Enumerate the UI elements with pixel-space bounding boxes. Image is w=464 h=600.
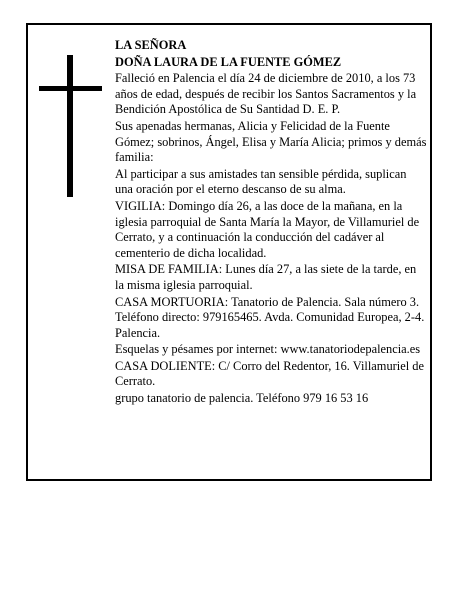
family-mass-details: MISA DE FAMILIA: Lunes día 27, a las siete de la tarde, en la misma iglesia parroquial.	[115, 262, 417, 292]
mortuary-details: CASA MORTUORIA: Tanatorio de Palencia. Sala número 3. Teléfono directo: 979165465. Avda. Comunidad Europea, 2-4. Palencia.	[115, 294, 425, 340]
cross-icon-horizontal	[39, 86, 102, 91]
cross-icon-vertical	[67, 55, 73, 197]
obituary-heading: LA SEÑORA	[115, 38, 187, 52]
obituary-frame	[26, 23, 432, 481]
obituary-content	[115, 38, 427, 408]
funeral-home-footer: grupo tanatorio de palencia. Teléfono 979 16 53 16	[115, 391, 369, 406]
vigil-details: VIGILIA: Domingo día 26, a las doce de la mañana, en la iglesia parroquial de Santa María la Mayor, de Villamuriel de Cerrato, y a continuación la conducción del cadáver al cementerio de dicha localidad.	[115, 198, 420, 260]
family-list: Sus apenadas hermanas, Alicia y Felicidad de la Fuente Gómez; sobrinos, Ángel, Elisa y María Alicia; primos y demás familia:	[115, 118, 427, 165]
death-details: Falleció en Palencia el día 24 de diciembre de 2010, a los 73 años de edad, después de recibir los Santos Sacramentos y la Bendición Apostólica de Su Santidad D. E. P.	[115, 71, 417, 117]
internet-condolences: Esquelas y pésames por internet: www.tanatoriodepalencia.es	[115, 342, 421, 357]
mourning-house-details: CASA DOLIENTE: C/ Corro del Redentor, 16. Villamuriel de Cerrato.	[115, 358, 424, 389]
prayer-request: Al participar a sus amistades tan sensible pérdida, suplican una oración por el eterno descanso de su alma.	[115, 166, 407, 197]
deceased-name: DOÑA LAURA DE LA FUENTE GÓMEZ	[115, 54, 342, 69]
